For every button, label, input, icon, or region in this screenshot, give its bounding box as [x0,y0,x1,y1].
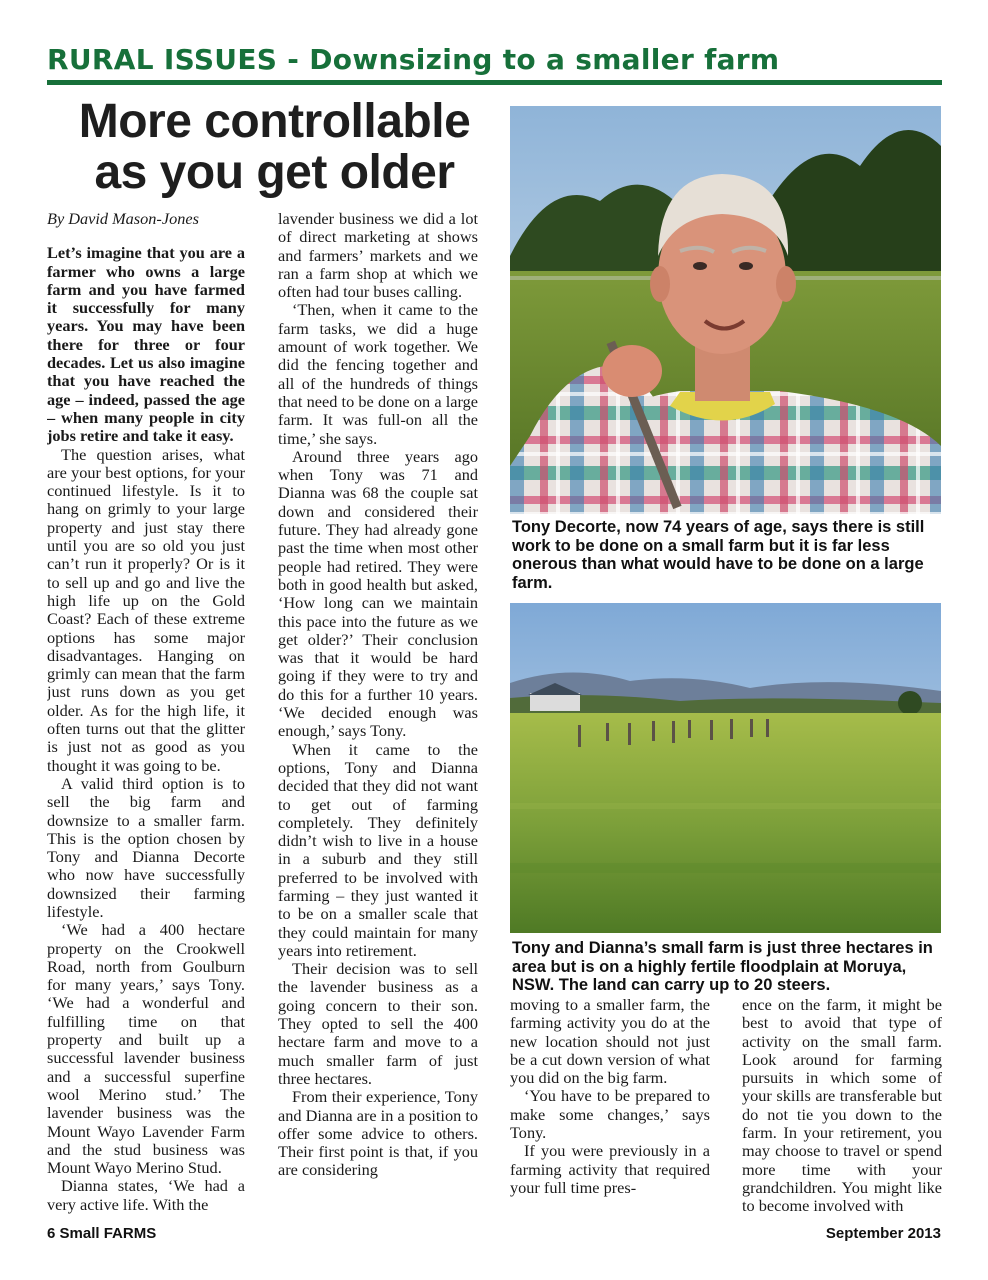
section-header: RURAL ISSUES - Downsizing to a smaller farm [47,43,780,76]
photo-small-farm [510,603,941,933]
paragraph: moving to a smaller farm, the farming activity you do at the new location should not just be a cut down version of what you did on the big farm. [510,996,710,1088]
section-divider [47,80,942,85]
photo-tony-decorte [510,106,941,514]
paragraph: Their decision was to sell the lavender business as a going concern to their son. They opted to sell the 400 hectare farm and move to a much smaller farm of just three hectares. [278,959,478,1088]
paragraph: lavender business we did a lot of direct marketing at shows and farmers’ markets and we ran a farm shop at which we often had tour buses calling. [278,210,478,302]
article-column-1 [47,210,245,1216]
paragraph: ‘We had a 400 hectare property on the Crookwell Road, north from Goulburn for many years,’ says Tony. ‘We had a wonderful and fulfilling time on that property and built up a successful lavender business and a successful superfine wool Merino stud.’ The lavender business was the Mount Wayo Lavender Farm and the stud business was Mount Wayo Merino Stud. [47,920,245,1178]
article-column-4 [742,996,942,1216]
paragraph: ‘Then, when it came to the farm tasks, we did a huge amount of work together. We did the fencing together and all of the hundreds of things that need to be done on a large farm. It was full-on all the time,’ she says. [278,300,478,448]
paragraph: The question arises, what are your best options, for your continued lifestyle. Is it to hang on grimly to your large property and just stay there until you are so old you just can’t run it properly? Or is it to sell up and go and live the high life up on the Gold Coast? Each of these extreme options has some major disadvantages. Hanging on grimly can mean that the farm just runs down as you get older. As for the high life, it often turns out that the glitter is just not as good as you thought it was going to be. [47,444,245,775]
article-headline [47,96,502,198]
article-column-3 [510,996,710,1216]
paragraph: Dianna states, ‘We had a very active life. With the [47,1176,245,1214]
paragraph: When it came to the options, Tony and Dianna decided that they did not want to get out of farming completely. They definitely didn’t wish to live in a house in a suburb and they still preferred to be involved with farming – they just wanted it to be on a smaller scale that they could maintain for many years into retirement. [278,739,478,960]
photo-caption-2: Tony and Dianna’s small farm is just three hectares in area but is on a highly fertile floodplain at Moruya, NSW. The land can carry up to 20 steers. [512,939,933,994]
article-column-2 [278,210,478,1216]
paragraph: ence on the farm, it might be best to avoid that type of activity on the small farm. Look around for farming pursuits in which some of your skills are transferable but do not tie you down to the farm. In your retirement, you may choose to travel or spend more time with your grandchildren. You might like to become involved with [742,996,942,1216]
paragraph: A valid third option is to sell the big farm and downsize to a smaller farm. This is the option chosen by Tony and Dianna Decorte who now have successfully downsized their farming lifestyle. [47,773,245,921]
footer-page-number: 6 Small FARMS [47,1225,157,1242]
paragraph: Around three years ago when Tony was 71 and Dianna was 68 the couple sat down and considered their future. They had already gone past the time when most other people had retired. They were both in good health but asked, ‘How long can we maintain this pace into the future as we get older?’ Their conclusion was that it would be hard going if they were to try and do this for a further 10 years. ‘We decided enough was enough,’ says Tony. [278,446,478,741]
footer-issue-date: September 2013 [825,1225,941,1242]
paragraph: ‘You have to be prepared to make some changes,’ says Tony. [510,1086,710,1143]
lead-paragraph: Let’s imagine that you are a farmer who owns a large farm and you have farmed it successfully for many years. You may have been there for three or four decades. Let us also imagine that you have reached the age – indeed, passed the age – when many people in city jobs retire and take it easy. [47,243,245,446]
byline: By David Mason-Jones [47,210,199,228]
photo-caption-1: Tony Decorte, now 74 years of age, says there is still work to be done on a small farm but it is far less onerous than what would have to be done on a large farm. [512,518,925,592]
paragraph: If you were previously in a farming activity that required your full time pres- [510,1141,710,1197]
headline-line-1: More controllable [78,95,471,148]
paragraph: From their experience, Tony and Dianna are in a position to offer some advice to others. Their first point is that, if you are considering [278,1087,478,1180]
headline-line-2: as you get older [94,146,455,199]
